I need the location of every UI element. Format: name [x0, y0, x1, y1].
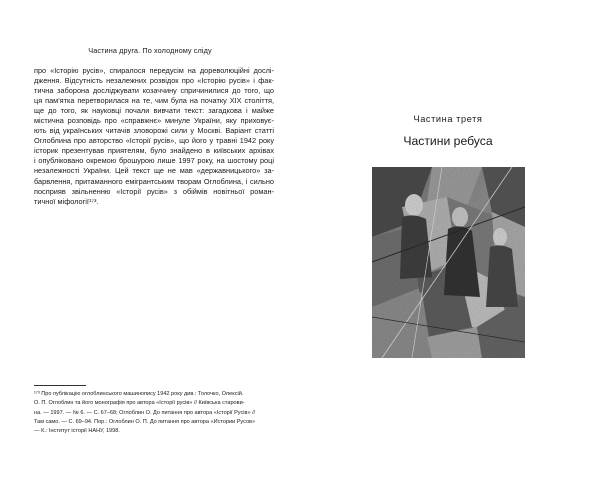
body-line: історик презентував приятелям, було знайдено в київських архівах [34, 146, 274, 156]
body-line: посприяв звільненню «Історії русів» з обіймів новітньої роман- [34, 186, 274, 196]
part-title: Частини ребуса [403, 134, 493, 148]
body-line: і опубліковано окремою брошурою лише 1997 року, на шостому році [34, 156, 274, 166]
body-text [34, 66, 274, 207]
body-line: Оглоблина про авторство «Історії русів», що його у травні 1942 року [34, 136, 274, 146]
footnote-divider [34, 385, 86, 386]
body-line: барвлення, притаманного емігрантським творам Оглоблина, і сильно [34, 176, 274, 186]
body-line: ють від українських читачів зловорожі сили у Москві. Варіант статті [34, 126, 274, 136]
footnote-line: — К.: Інститут історії НАНУ, 1998. [34, 428, 120, 435]
body-line: ще до того, як науковці почали вивчати текст: загадкова і майже [34, 106, 274, 116]
body-line: дження. Відсутність незалежних розвідок про «Історію русів» і фак- [34, 76, 274, 86]
running-head: Частина друга. По холодному сліду [88, 46, 212, 55]
footnote-block [34, 390, 274, 436]
body-line: ця пам'ятка перетворилася на те, чим була на початку XIX століття, [34, 96, 274, 106]
section-photograph [372, 167, 525, 358]
part-label: Частина третя [413, 114, 483, 124]
footnote-line: Там само. — С. 69–94. Пор.: Оглоблин О. П. До питання про автора «Истории Русов» [34, 418, 256, 425]
body-line: тична заборона досліджувати козаччину спричинилися до того, що [34, 86, 274, 96]
body-line: містична розповідь про «справжнє» минуле України, яку приховує- [34, 116, 274, 126]
body-line: тичної міфології¹⁷³. [34, 196, 99, 206]
footnote-line: на. — 1997. — № 6. — С. 67–68; Оглоблин О. До питання про автора «Історії Русів» // [34, 409, 256, 416]
footnote-line: ¹⁷³ Про публікацію оглоблинського машинопису 1942 року див.: Толочко, Олексій. [34, 391, 244, 397]
footnote-line: О. П. Оглоблин та його монографія про автора «Історії русів» // Київська старови- [34, 400, 245, 407]
body-line: незалежності України. Цей текст ще не мав «державницького» за- [34, 166, 274, 176]
body-line: про «Історію русів», спиралося передусім на дореволюційні дослі- [34, 66, 274, 75]
